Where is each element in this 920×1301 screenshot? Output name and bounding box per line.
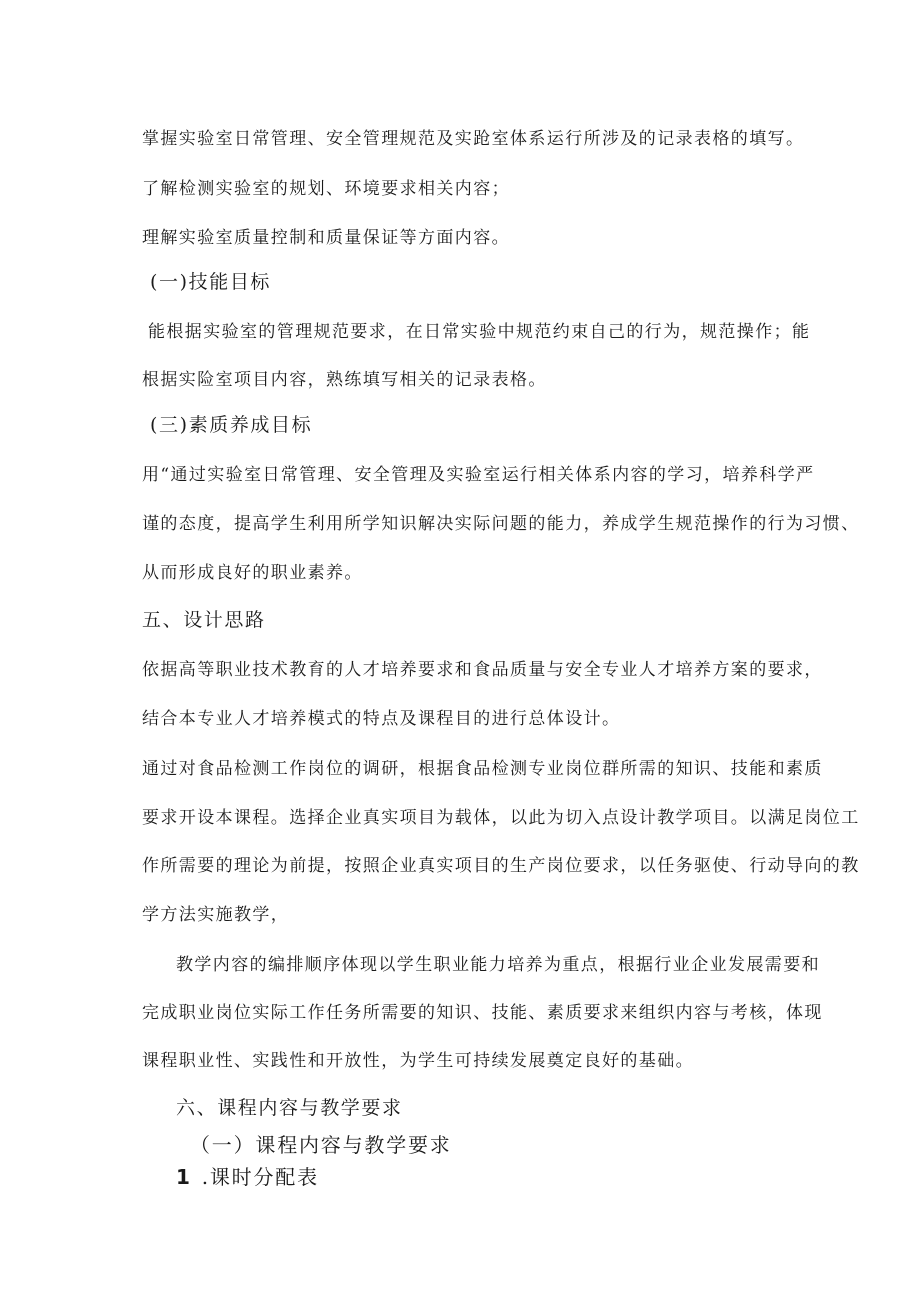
- content-heading: 六、课程内容与教学要求: [176, 1097, 403, 1119]
- item-label: .课时分配表: [201, 1165, 319, 1189]
- design-p3-line-3: 课程职业性、实践性和开放性，为学生可持续发展奠定良好的基础。: [142, 1051, 694, 1071]
- design-p2-line-2: 要求开设本课程。选择企业真实项目为载体，以此为切入点设计教学项目。以满足岗位工: [142, 808, 860, 828]
- quality-goal-heading: (三)素质养成目标: [150, 414, 313, 436]
- skill-paragraph-line-1: 能根据实验室的管理规范要求，在日常实验中规范约束自己的行为，规范操作；能: [148, 322, 811, 342]
- item-number: 1: [176, 1165, 192, 1189]
- knowledge-line-2: 了解检测实验室的规划、环境要求相关内容；: [142, 179, 510, 199]
- design-heading: 五、设计思路: [142, 609, 266, 631]
- design-p2-line-1: 通过对食品检测工作岗位的调研，根据食品检测专业岗位群所需的知识、技能和素质: [142, 759, 823, 779]
- skill-paragraph-line-2: 根据实险室项目内容，熟练填写相关的记录表格。: [142, 370, 547, 390]
- design-p2-line-3: 作所需要的理论为前提，按照企业真实项目的生产岗位要求，以任务驱使、行动导向的教: [142, 856, 860, 876]
- design-p3-line-2: 完成职业岗位实际工作任务所需要的知识、技能、素质要求来组织内容与考核，体现: [142, 1003, 823, 1023]
- design-p1-line-1: 依据高等职业技术教育的人才培养要求和食品质量与安全专业人才培养方案的要求，: [142, 660, 823, 680]
- quality-paragraph-line-2: 谨的态度，提高学生利用所学知识解决实际问题的能力，养成学生规范操作的行为习惯、: [142, 514, 860, 534]
- quality-paragraph-line-3: 从而形成良好的职业素养。: [142, 563, 363, 583]
- knowledge-line-3: 理解实验室质量控制和质量保证等方面内容。: [142, 228, 510, 248]
- quality-paragraph-line-1: 用“通过实验室日常管理、安全管理及实验室运行相关体系内容的学习，培养科学严: [142, 465, 815, 485]
- class-hours-item: [176, 1166, 319, 1188]
- design-p3-line-1: 教学内容的编排顺序体现以学生职业能力培养为重点，根据行业企业发展需要和: [176, 955, 820, 975]
- skill-goal-heading: (一)技能目标: [150, 271, 272, 293]
- design-p1-line-2: 结合本专业人才培养模式的特点及课程目的进行总体设计。: [142, 709, 621, 729]
- content-subheading: （一）课程内容与教学要求: [190, 1133, 452, 1157]
- knowledge-line-1: 掌握实验室日常管理、安全管理规范及实跄室体系运行所涉及的记录表格的填写。: [142, 129, 805, 149]
- design-p2-line-4: 学方法实施教学，: [142, 905, 290, 925]
